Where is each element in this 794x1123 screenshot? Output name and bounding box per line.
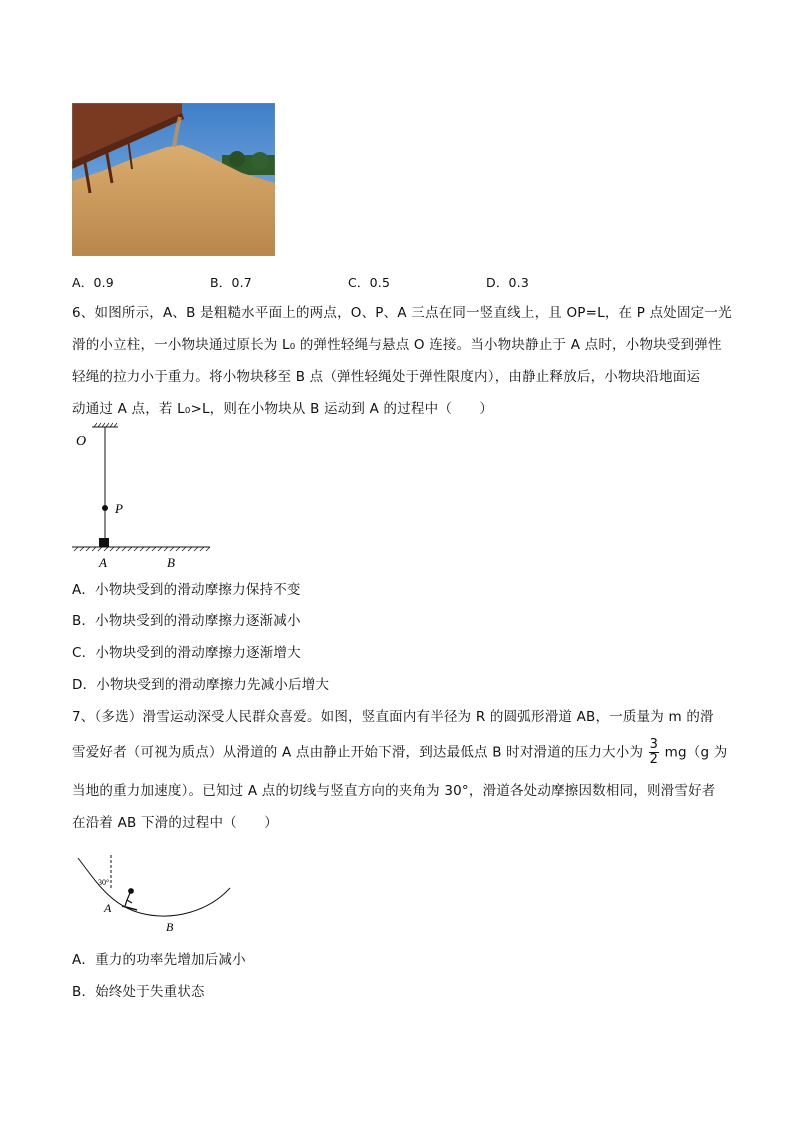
q6-option-c: C．小物块受到的滑动摩擦力逐渐增大: [72, 645, 301, 661]
q7-stem-line2-tail: mg（g 为: [664, 744, 728, 761]
q5-option-b: B．0.7: [210, 275, 252, 290]
label-o: O: [76, 434, 87, 449]
q6-option-a: A．小物块受到的滑动摩擦力保持不变: [72, 582, 301, 598]
arc-track: [78, 858, 230, 916]
fraction-numerator: 3: [649, 737, 659, 752]
fraction-three-halves: [649, 738, 659, 767]
q6-figure: [70, 422, 215, 572]
q7-figure: [70, 850, 240, 940]
q7-stem-line1: 7、（多选）滑雪运动深受人民群众喜爱。如图，竖直面内有半径为 R 的圆弧形滑道 AB，一质量为 m 的滑: [72, 709, 714, 725]
fraction-denominator: 2: [649, 752, 659, 767]
q6-option-d: D．小物块受到的滑动摩擦力先减小后增大: [72, 677, 330, 693]
post-p-dot: [102, 505, 108, 511]
q6-stem-line1: 6、如图所示，A、B 是粗糙水平面上的两点，O、P、A 三点在同一竖直线上，且 OP=L，在 P 点处固定一光: [72, 305, 732, 321]
sand-pile-photo: [72, 103, 275, 256]
q5-option-a: A．0.9: [72, 275, 114, 290]
label-a: A: [104, 901, 112, 915]
ground-hatch: [74, 547, 210, 551]
label-p: P: [115, 501, 123, 516]
q7-stem-line4: 在沿着 AB 下滑的过程中（ ）: [72, 815, 278, 831]
q5-option-d: D．0.3: [486, 275, 530, 290]
label-a: A: [99, 555, 107, 570]
label-b: B: [166, 920, 174, 934]
q7-stem-line2: [72, 738, 727, 767]
ceiling-hatch: [94, 423, 117, 427]
q6-stem-line4: 动通过 A 点，若 L₀>L，则在小物块从 B 运动到 A 的过程中（ ）: [72, 401, 494, 417]
q7-option-a: A．重力的功率先增加后减小: [72, 952, 246, 968]
q5-option-c: C．0.5: [348, 275, 391, 290]
block: [99, 538, 109, 547]
q7-stem-line2-text: 雪爱好者（可视为质点）从滑道的 A 点由静止开始下滑，到达最低点 B 时对滑道的压力大小为: [72, 744, 644, 761]
q6-option-b: B．小物块受到的滑动摩擦力逐渐减小: [72, 613, 301, 629]
q7-stem-line3: 当地的重力加速度）。已知过 A 点的切线与竖直方向的夹角为 30°，滑道各处动摩擦因数相同，则滑雪好者: [72, 783, 716, 799]
q7-option-b: B．始终处于失重状态: [72, 984, 205, 1000]
angle-label: 30°: [98, 878, 110, 887]
label-b: B: [167, 555, 175, 570]
q6-stem-line2: 滑的小立柱，一小物块通过原长为 L₀ 的弹性轻绳与悬点 O 连接。当小物块静止于 A 点时，小物块受到弹性: [72, 337, 722, 353]
skier-icon: [122, 889, 137, 910]
q6-stem-line3: 轻绳的拉力小于重力。将小物块移至 B 点（弹性轻绳处于弹性限度内），由静止释放后，小物块沿地面运: [72, 369, 701, 385]
